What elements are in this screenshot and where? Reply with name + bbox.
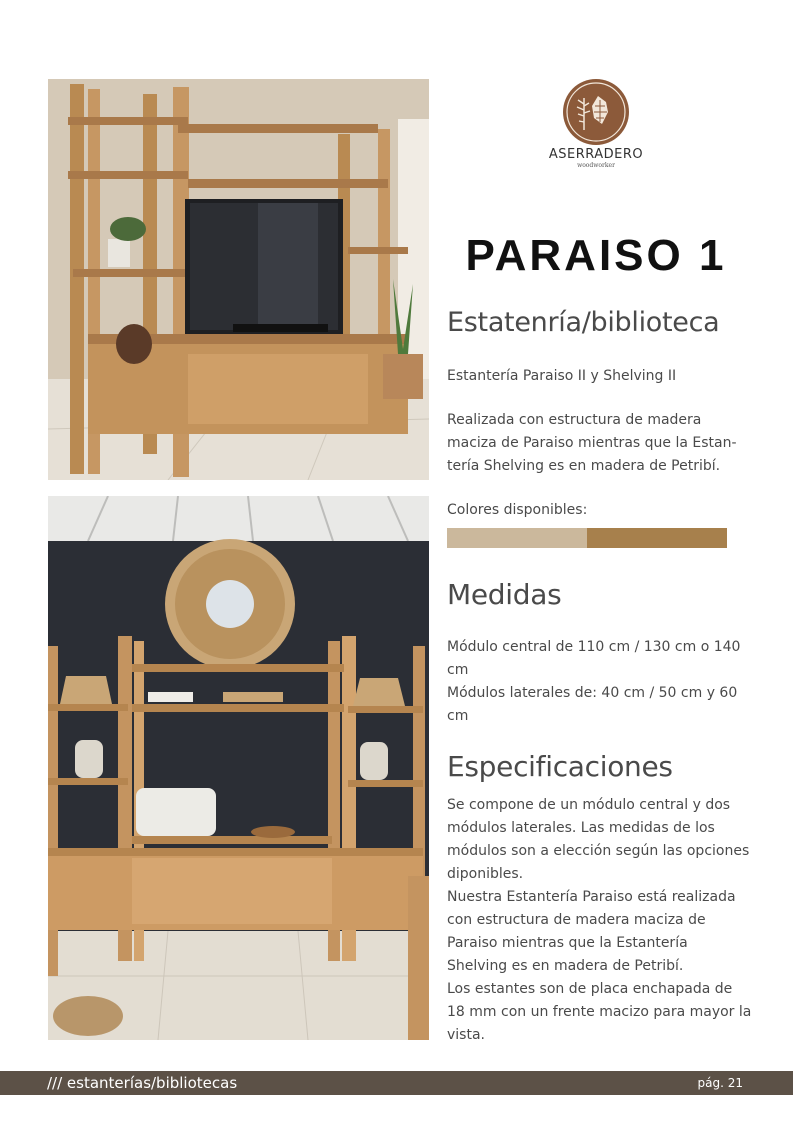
especificaciones-list [447, 794, 752, 1047]
color-swatches [447, 528, 727, 548]
shelving-tv-photo [48, 79, 429, 480]
medidas-line: Módulos laterales de: 40 cm / 50 cm y 60 cm [447, 685, 738, 724]
product-title: PARAISO 1 [465, 231, 727, 280]
color-swatch-dark [587, 528, 727, 548]
colors-label: Colores disponibles: [447, 502, 588, 518]
medidas-heading: Medidas [447, 578, 562, 611]
especificaciones-line: Los estantes son de placa enchapada de 18 mm con un frente macizo para mayor la vista. [447, 981, 752, 1043]
shelving-mirror-photo [48, 496, 429, 1040]
brand-logo [536, 78, 656, 169]
brand-tagline: woodworker [577, 162, 615, 169]
product-intro: Estantería Paraiso II y Shelving II [447, 368, 677, 384]
hop-leaf-icon [562, 78, 630, 146]
especificaciones-line: Se compone de un módulo central y dos módulos laterales. Las medidas de los módulos son a elección según las opciones diponibles. [447, 797, 750, 882]
color-swatch-light [447, 528, 587, 548]
medidas-list [447, 636, 752, 728]
page-number: pág. 21 [697, 1076, 743, 1090]
product-subtitle: Estatenría/biblioteca [447, 307, 720, 338]
page-footer [0, 1071, 793, 1095]
product-description: Realizada con estructura de madera maciza de Paraiso mientras que la Estan-tería Shelving es en madera de Petribí. [447, 412, 737, 474]
footer-section-label: /// estanterías/bibliotecas [47, 1074, 238, 1092]
brand-name: ASERRADERO [548, 147, 644, 162]
medidas-line: Módulo central de 110 cm / 130 cm o 140 cm [447, 639, 741, 678]
especificaciones-line: Nuestra Estantería Paraiso está realizada con estructura de madera maciza de Paraiso mientras que la Estantería Shelving es en madera de Petribí. [447, 889, 736, 974]
especificaciones-heading: Especificaciones [447, 750, 673, 783]
